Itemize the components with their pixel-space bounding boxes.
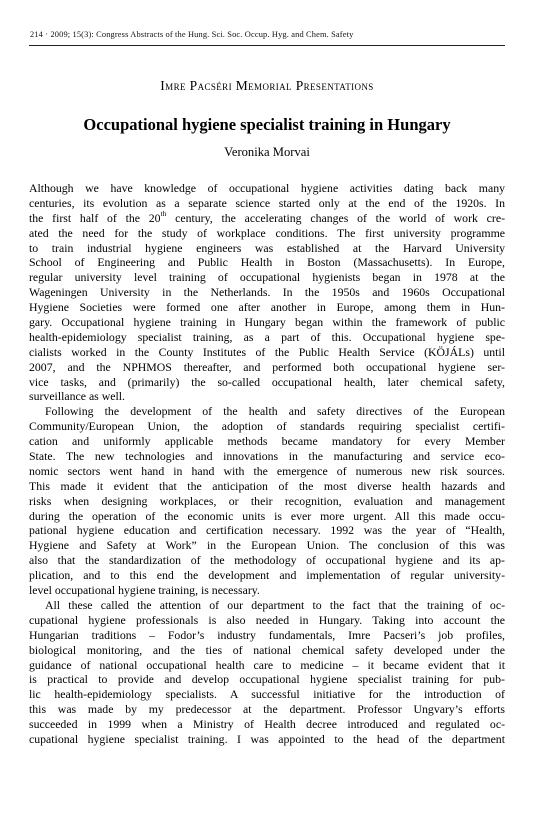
- running-head-text: 214 · 2009; 15(3): Congress Abstracts of the Hung. Sci. Soc. Occup. Hyg. and Chem. Safety: [30, 30, 354, 39]
- text-line: School of Engineering and Public Health in Boston (Massachusetts). In Europe,: [29, 255, 505, 270]
- text-line: lic health-epidemiology specialists. A successful initiative for the introduction of: [29, 687, 505, 702]
- text-line: centuries, its evolution as a separate science started only at the end of the 1920s. In: [29, 195, 505, 210]
- text-line: 2007, and the NPHMOS thereafter, and performed both occupational hygiene ser-: [29, 359, 505, 374]
- text-line: Hungarian traditions – Fodor’s industry fundamentals, Imre Pacseri’s job profiles,: [29, 627, 505, 642]
- text-line: during the operation of the economic units is ever more urgent. All this made occu-: [29, 508, 505, 523]
- text-line: ated the need for the study of workplace conditions. The first university programme: [29, 225, 505, 240]
- text-line: level occupational hygiene training, is necessary.: [29, 583, 260, 598]
- text-line: Although we have knowledge of occupational hygiene activities dating back many: [29, 181, 505, 195]
- text-line: pational hygiene education and certification necessary. 1992 was the year of “Health,: [29, 523, 505, 538]
- text-line: surveillance as well.: [29, 389, 125, 404]
- text-line: cupational hygiene specialist training. I was appointed to the head of the department: [29, 731, 505, 746]
- text-line: All these called the attention of our department to the fact that the training of oc-: [45, 597, 505, 612]
- text-line: also that the standardization of the methodology of occupational hygiene and its ap-: [29, 553, 505, 568]
- text-line: is practical to provide and develop occupational hygiene specialist training for pub-: [29, 672, 505, 687]
- text-line: [29, 211, 505, 226]
- text-line: this was made by my predecessor at the department. Professor Ungvary’s efforts: [29, 702, 505, 717]
- text-line: guidance of national occupational health care to medicine – it became evident that it: [29, 657, 505, 672]
- article-title: Occupational hygiene specialist training in Hungary: [83, 115, 451, 134]
- text-line: health-epidemiology specialist training, as a part of this. Occupational hygiene spe-: [29, 329, 505, 344]
- text-line: plication, and to this end the development and implementation of regular university-: [29, 568, 505, 583]
- section-title: Imre Pacséri Memorial Presentations: [160, 78, 374, 93]
- text-line: nomic sectors went hand in hand with the emergence of numerous new risk sources.: [29, 463, 505, 478]
- text-line: Hygiene Societies were formed one after another in Europe, among them in Hun-: [29, 300, 505, 315]
- text-line: Following the development of the health and safety directives of the European: [45, 404, 505, 419]
- author-name: Veronika Morvai: [224, 145, 310, 159]
- text-line: vice tasks, and (primarily) the so-called occupational health, later chemical safety,: [29, 374, 505, 389]
- text-line: regular university level training of occupational hygienists began in 1978 at the: [29, 270, 505, 285]
- article-body: [29, 181, 505, 747]
- text-line: State. The new technologies and innovations in the manufacturing and service eco-: [29, 449, 505, 464]
- text-line: Community/European Union, the adoption of standards requiring specialist certifi-: [29, 419, 505, 434]
- text-line: Wageningen University in the Netherlands. In the 1950s and 1960s Occupational: [29, 285, 505, 300]
- text-fragment: century, the accelerating changes of the world of work cre-: [166, 210, 505, 225]
- superscript: th: [160, 210, 167, 218]
- text-fragment: the first half of the 20: [29, 210, 161, 225]
- text-line: succeeded in 1999 when a Ministry of Health decree introduced and regulated oc-: [29, 717, 505, 732]
- text-line: cation and uniformly applicable methods became mandatory for every Member: [29, 434, 505, 449]
- text-line: to train industrial hygiene engineers was established at the Harvard University: [29, 240, 505, 255]
- text-line: gary. Occupational hygiene training in Hungary began within the framework of public: [29, 315, 505, 330]
- text-line: cialists worked in the County Institutes of the Public Health Service (KÖJÁLs) until: [29, 344, 505, 359]
- running-head: [30, 30, 504, 39]
- text-line: cupational hygiene professionals is also needed in Hungary. Taking into account the: [29, 612, 505, 627]
- text-line: This made it evident that the anticipation of the most diverse health hazards and: [29, 478, 505, 493]
- text-line: Hygiene and Safety at Work” in the European Union. The conclusion of this was: [29, 538, 505, 553]
- text-line: biological monitoring, and the ties of national chemical safety developed under the: [29, 642, 505, 657]
- text-line: risks when designing workplaces, or their recognition, evaluation and management: [29, 493, 505, 508]
- header-rule: [29, 45, 505, 46]
